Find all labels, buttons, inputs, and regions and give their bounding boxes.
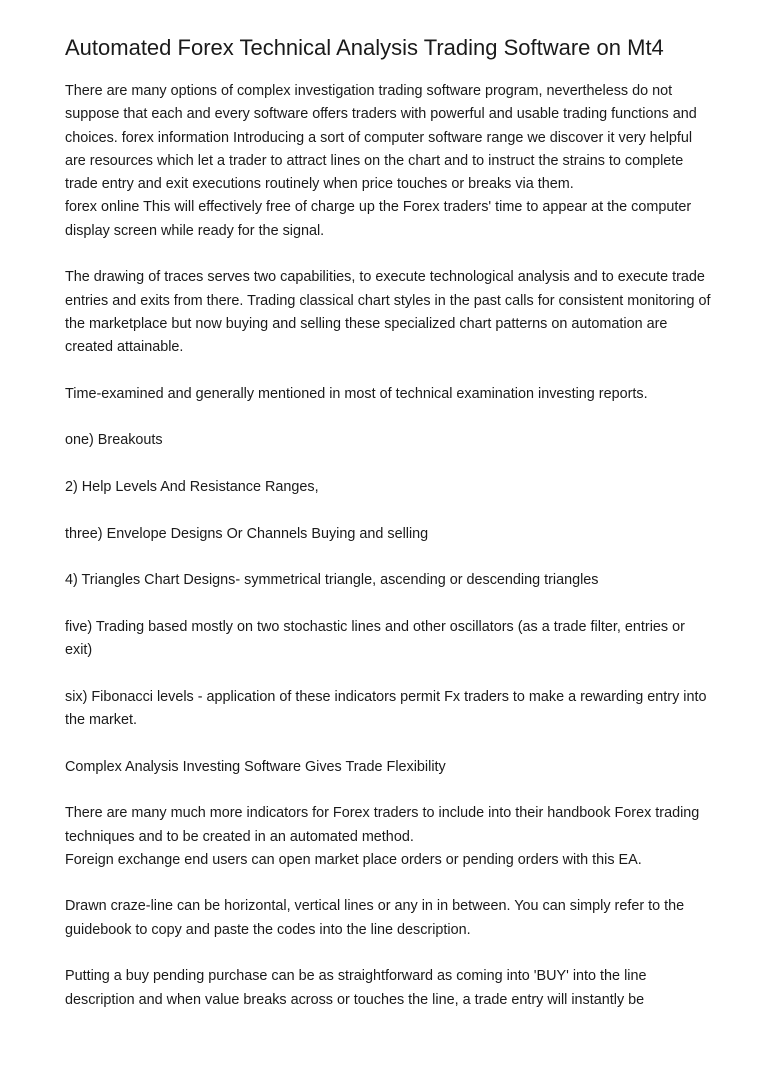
list-item-fibonacci	[65, 686, 715, 733]
paragraph-text: Putting a buy pending purchase can be as straightforward as coming into 'BUY' into the line description and when value breaks across or touches the line, a trade entry will instantly be	[65, 968, 647, 1008]
paragraph-time-examined	[65, 383, 715, 406]
page-title: Automated Forex Technical Analysis Trading Software on Mt4	[65, 35, 664, 60]
paragraph-drawing-traces	[65, 266, 715, 359]
list-item-stochastic	[65, 616, 715, 663]
list-item-text: three) Envelope Designs Or Channels Buying and selling	[65, 525, 429, 542]
document-page	[65, 30, 715, 1035]
section-heading-text: Complex Analysis Investing Software Gives Trade Flexibility	[65, 758, 446, 775]
paragraph-text: The drawing of traces serves two capabilities, to execute technological analysis and to execute trade entries and exits from there. Trading classical chart styles in the past calls for consistent monitoring of the marketplace but now buying and selling these specialized chart patterns on automation are created attainable.	[65, 269, 711, 356]
paragraph-trend-line	[65, 895, 715, 942]
list-item-breakouts	[65, 429, 715, 452]
list-item-triangles	[65, 569, 715, 592]
paragraph-text: There are many much more indicators for Forex traders to include into their handbook Forex trading techniques and to be created in an automated method.	[65, 805, 700, 845]
list-item-text: six) Fibonacci levels - application of these indicators permit Fx traders to make a rewarding entry into the market.	[65, 688, 707, 729]
paragraph-intro	[65, 80, 715, 243]
paragraph-text: There are many options of complex investigation trading software program, nevertheless do not suppose that each and every software offers traders with powerful and usable trading functions and choices. forex information Introducing a sort of computer software range we discover it very helpful are resources which let a trader to attract lines on the chart and to instruct the strains to complete trade entry and exit executions routinely when price touches or breaks via them.	[65, 83, 697, 193]
paragraph-indicators	[65, 802, 715, 872]
list-item-envelope-channels	[65, 523, 715, 546]
paragraph-text: Foreign exchange end users can open market place orders or pending orders with this EA.	[65, 851, 642, 868]
section-heading-flexibility	[65, 756, 715, 779]
list-item-text: 2) Help Levels And Resistance Ranges,	[65, 479, 319, 496]
list-item-text: 4) Triangles Chart Designs- symmetrical triangle, ascending or descending triangles	[65, 572, 599, 589]
paragraph-buy-pending	[65, 965, 715, 1012]
list-item-text: one) Breakouts	[65, 432, 163, 449]
paragraph-text: Time-examined and generally mentioned in most of technical examination investing reports.	[65, 385, 648, 402]
list-item-support-resistance	[65, 476, 715, 499]
paragraph-text: Drawn craze-line can be horizontal, vertical lines or any in in between. You can simply refer to the guidebook to copy and paste the codes into the line description.	[65, 898, 685, 938]
paragraph-text: forex online This will effectively free of charge up the Forex traders' time to appear at the computer display screen while ready for the signal.	[65, 199, 692, 239]
list-item-text: five) Trading based mostly on two stochastic lines and other oscillators (as a trade filter, entries or exit)	[65, 618, 685, 659]
